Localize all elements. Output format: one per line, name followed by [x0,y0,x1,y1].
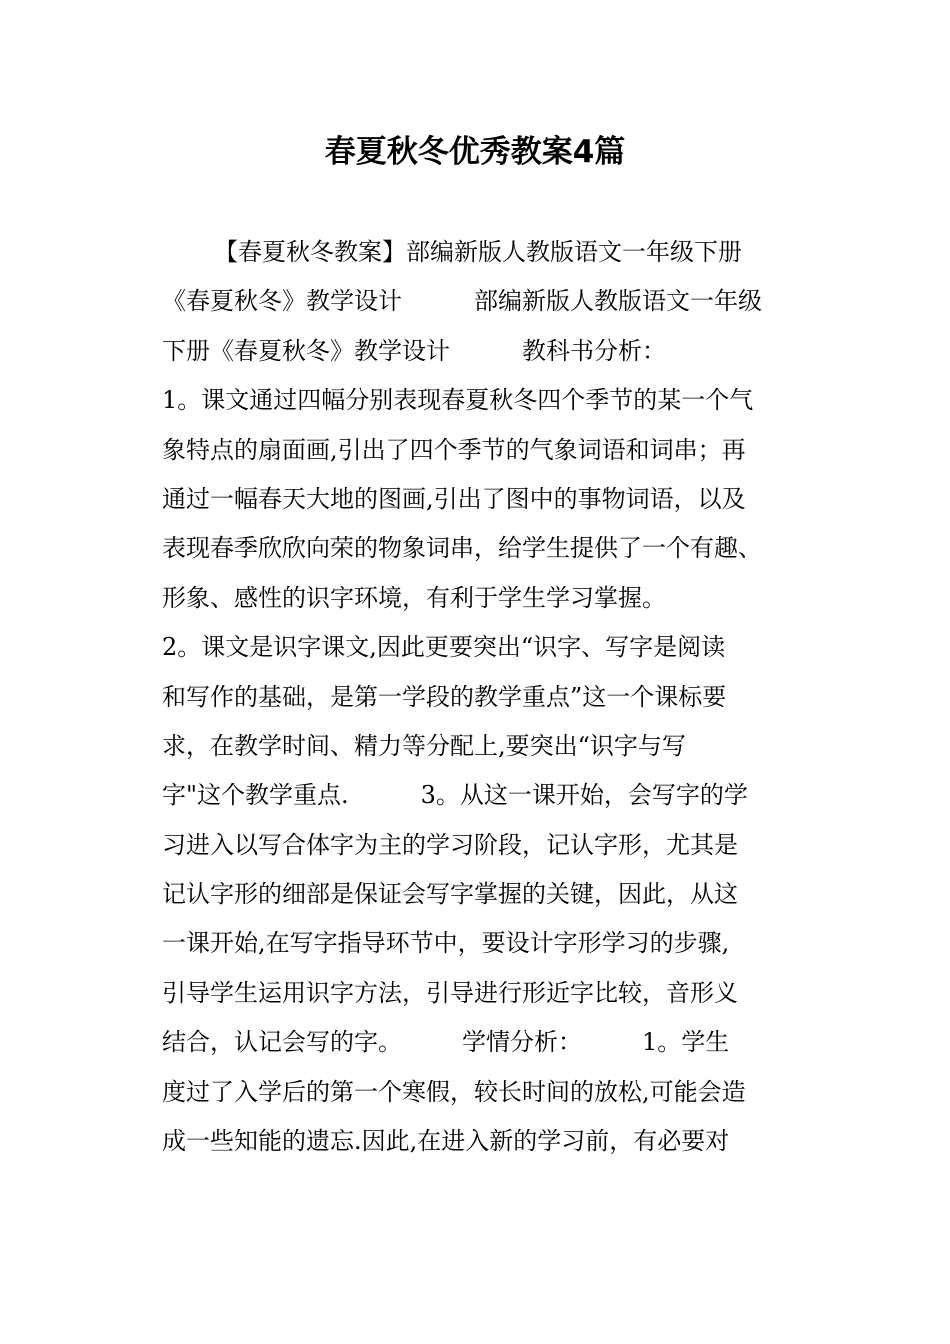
body-line: 记认字形的细部是保证会写字掌握的关键，因此，从这 [162,880,738,909]
body-line: 度过了入学后的第一个寒假，较长时间的放松,可能会造 [162,1077,746,1106]
body-line: 下册《春夏秋冬》教学设计 教科书分析： [162,336,666,365]
body-line: 1。课文通过四幅分别表现春夏秋冬四个季节的某一个气 [162,386,754,415]
body-line: 《春夏秋冬》教学设计 部编新版人教版语文一年级 [162,287,762,316]
body-line: 求，在教学时间、精力等分配上,要突出“识字与写 [162,731,686,760]
document-title: 春夏秋冬优秀教案4篇 [324,134,626,170]
document-body [162,228,792,1166]
body-line: 象特点的扇面画,引出了四个季节的气象词语和词串；再 [162,435,746,464]
body-line: 和写作的基础，是第一学段的教学重点”这一个课标要 [162,682,727,711]
body-line: 一课开始,在写字指导环节中，要设计字形学习的步骤, [162,929,730,958]
body-line: 引导学生运用识字方法，引导进行形近字比较，音形义 [162,978,738,1007]
body-line: 结合，认记会写的字。 学情分析： 1。学生 [162,1028,730,1057]
body-line: 成一些知能的遗忘.因此,在进入新的学习前，有必要对 [162,1127,730,1156]
body-line: 2。课文是识字课文,因此更要突出“识字、写字是阅读 [162,633,726,662]
body-line: 【春夏秋冬教案】部编新版人教版语文一年级下册 [214,238,742,266]
body-line: 字"这个教学重点. 3。从这一课开始，会写字的学 [162,781,748,810]
body-line: 形象、感性的识字环境，有利于学生学习掌握。 [162,583,666,612]
body-line: 通过一幅春天大地的图画,引出了图中的事物词语，以及 [162,484,746,513]
body-line: 表现春季欣欣向荣的物象词串，给学生提供了一个有趣、 [162,534,762,563]
body-line: 习进入以写合体字为主的学习阶段，记认字形，尤其是 [162,830,738,859]
